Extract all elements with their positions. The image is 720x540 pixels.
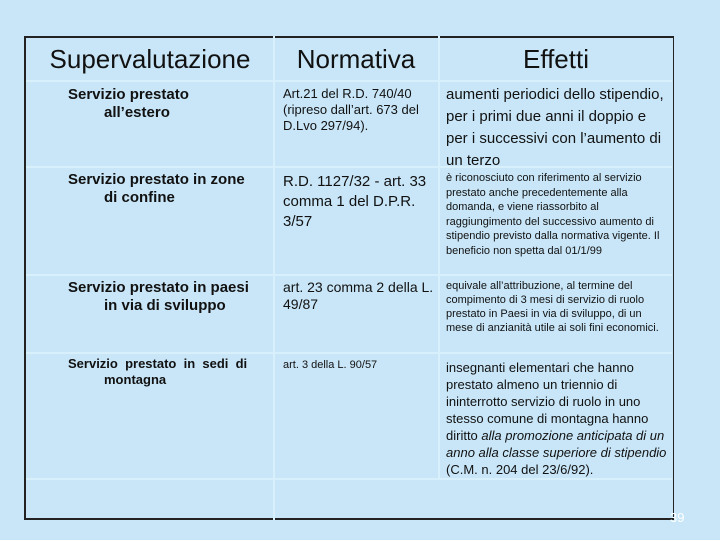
service-line-2: in via di sviluppo [104, 297, 226, 314]
service-line-1: Servizio prestato [68, 86, 189, 103]
effect-italic-text: alla promozione anticipata di un anno alla classe superiore di stipendio [446, 428, 667, 460]
header-effetti: Effetti [522, 44, 589, 74]
row-norm: art. 23 comma 2 della L. 49/87 [283, 279, 434, 312]
row-effect [446, 359, 670, 478]
page-number: 39 [670, 510, 685, 525]
service-line-2: di confine [104, 189, 175, 206]
row-effect: equivale all’attribuzione, al termine del compimento di 3 mesi di servizio di ruolo prestato in Paesi in via di sviluppo, di un mese di anzianità utile ai soli fini economici. [446, 280, 659, 334]
service-line-2: montagna [104, 372, 167, 387]
service-line-1: Servizio prestato in sedi di [68, 356, 248, 371]
effect-text: (C.M. n. 204 del 23/6/92). [446, 462, 594, 477]
effect-text: insegnanti elementari che hanno prestato almeno un triennio di ininterrotto servizio di ruolo in uno stesso comune di montagna hanno diritto [446, 360, 649, 443]
header-supervalutazione: Supervalutazione [49, 44, 251, 74]
row-effect: aumenti periodici dello stipendio, per i primi due anni il doppio e per i successivi con l’aumento di un terzo [446, 86, 664, 169]
row-service [68, 86, 268, 122]
row-service [68, 279, 268, 315]
service-line-1: Servizio prestato in zone [68, 171, 245, 188]
row-divider [26, 478, 672, 480]
row-service [68, 171, 268, 207]
row-norm: Art.21 del R.D. 740/40 (ripreso dall’art. 673 del D.Lvo 297/94). [283, 86, 419, 133]
column-divider [273, 36, 275, 520]
row-effect: è riconosciuto con riferimento al servizio prestato anche precedentemente alla domanda, e viene riassorbito al raggiungimento del successivo aumento di stipendio previsto dalla normativa vigente. Il beneficio non spetta dal 01/1/99 [446, 172, 660, 257]
row-service [68, 356, 266, 388]
column-divider [438, 36, 440, 480]
row-divider [26, 274, 672, 276]
row-divider [26, 352, 672, 354]
row-divider [26, 80, 672, 82]
row-norm: R.D. 1127/32 - art. 33 comma 1 del D.P.R. 3/57 [283, 173, 427, 230]
service-line-1: Servizio prestato in paesi [68, 279, 249, 296]
row-norm: art. 3 della L. 90/57 [283, 359, 378, 371]
header-normativa: Normativa [296, 44, 416, 74]
service-line-2: all’estero [104, 104, 170, 121]
